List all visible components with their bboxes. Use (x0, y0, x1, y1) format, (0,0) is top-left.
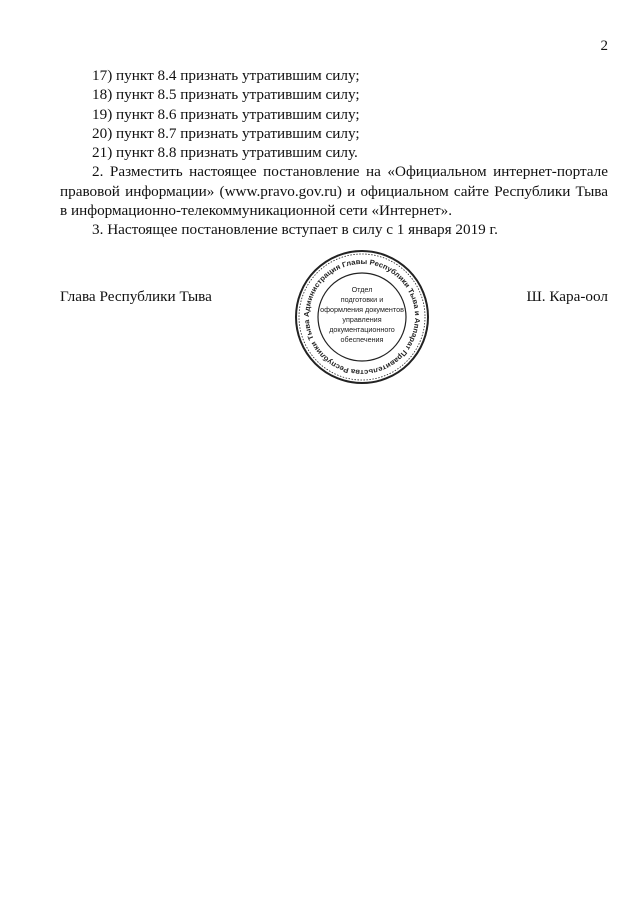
svg-text:Администрация Главы Республики: Администрация Главы Республики Тыва и Аппарат Правительства Республики Тыва (301, 256, 423, 378)
svg-text:подготовки и: подготовки и (340, 295, 384, 304)
list-item: 18) пункт 8.5 признать утратившим силу; (92, 86, 360, 104)
svg-text:обеспечения: обеспечения (340, 335, 384, 344)
svg-text:документационного: документационного (329, 325, 395, 334)
paragraph-publication: 2. Разместить настоящее постановление на «Официальном интернет-портале правовой информации» (www.pravo.gov.ru) и официальном сайте Республики Тыва в информационно-телекоммуникационной сети «Интернет». (60, 163, 608, 220)
svg-text:управления: управления (342, 315, 382, 324)
page-number: 2 (600, 38, 608, 54)
document-body (60, 66, 608, 240)
paragraph-effective-date: 3. Настоящее постановление вступает в силу с 1 января 2019 г. (92, 221, 498, 239)
list-item: 19) пункт 8.6 признать утратившим силу; (92, 105, 360, 123)
list-item: 20) пункт 8.7 признать утратившим силу; (92, 124, 360, 142)
svg-text:Отдел: Отдел (351, 285, 373, 294)
list-item: 17) пункт 8.4 признать утратившим силу; (92, 67, 360, 84)
signatory-title: Глава Республики Тыва (60, 288, 212, 305)
svg-text:оформления документов: оформления документов (320, 305, 404, 314)
signatory-name: Ш. Кара-оол (526, 288, 608, 305)
list-item: 21) пункт 8.8 признать утратившим силу. (92, 144, 358, 162)
official-seal (293, 248, 431, 386)
